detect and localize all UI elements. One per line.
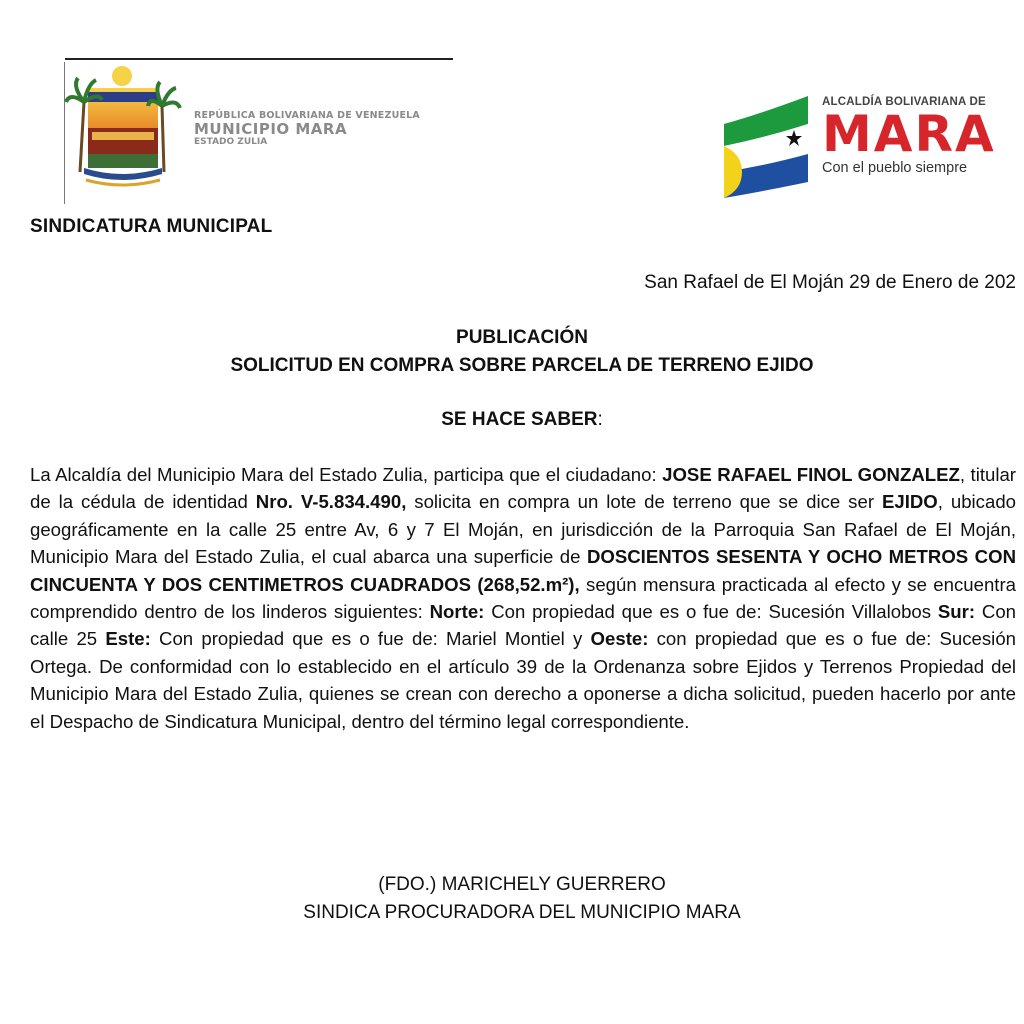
header-rule — [65, 58, 453, 60]
id-number: Nro. V-5.834.490, — [255, 491, 407, 513]
republic-label: REPÚBLICA BOLIVARIANA DE VENEZUELA — [194, 110, 420, 121]
mara-slogan: Con el pueblo siempre — [822, 160, 968, 176]
citizen-name: JOSE RAFAEL FINOL GONZALEZ — [662, 464, 960, 485]
body-segment: Con calle 25 — [30, 601, 1016, 650]
body-segment: Con propiedad que es o fue de: Sucesión Villalobos — [484, 601, 938, 623]
mara-name: MARA — [822, 105, 996, 163]
land-type: EJIDO — [881, 491, 938, 513]
boundary-south-label: Sur: — [937, 601, 976, 623]
municipal-seal-icon — [64, 62, 182, 197]
date-line: San Rafael de El Moján 29 de Enero de 202 — [644, 272, 1016, 293]
mara-flag-icon — [720, 94, 812, 200]
body-segment: solicita en compra un lote de terreno que se dice ser — [406, 491, 882, 513]
boundary-east-label: Este: — [105, 628, 151, 650]
boundary-north-label: Norte: — [429, 601, 485, 623]
state-label: ESTADO ZULIA — [194, 137, 268, 147]
signature-title: SINDICA PROCURADORA DEL MUNICIPIO MARA — [303, 902, 741, 923]
title-publicacion: PUBLICACIÓN — [456, 327, 588, 348]
office-name: SINDICATURA MUNICIPAL — [30, 216, 273, 237]
se-hace-saber-colon: : — [597, 409, 603, 430]
boundary-west-label: Oeste: — [590, 628, 649, 650]
municipality-wordmark — [194, 110, 424, 147]
body-paragraph — [30, 461, 1016, 735]
se-hace-saber-text: SE HACE SABER — [441, 409, 598, 430]
body-segment: La Alcaldía del Municipio Mara del Estado Zulia, participa que el ciudadano: — [30, 464, 663, 485]
mara-wordmark — [822, 96, 1012, 176]
signature-name: (FDO.) MARICHELY GUERRERO — [378, 874, 666, 895]
title-solicitud: SOLICITUD EN COMPRA SOBRE PARCELA DE TERRENO EJIDO — [230, 355, 814, 376]
land-area: DOSCIENTOS SESENTA Y OCHO METROS CON CINCUENTA Y DOS CENTIMETROS CUADRADOS (268,52.m²), — [30, 546, 1016, 595]
municipality-name: MUNICIPIO MARA — [194, 120, 348, 138]
body-segment: Con propiedad que es o fue de: Mariel Montiel y — [150, 628, 591, 650]
body-segment: según mensura practicada al efecto y se encuentra comprendido dentro de los linderos siguientes: — [30, 573, 1016, 623]
body-segment: , ubicado geográficamente en la calle 25 entre Av, 6 y 7 El Moján, en jurisdicción de la Parroquia San Rafael de El Moján, Municipio Mara del Estado Zulia, el cual abarca una superficie de — [30, 491, 1016, 568]
alcaldia-label: ALCALDÍA BOLIVARIANA DE — [822, 96, 986, 108]
body-segment: , titular de la cédula de identidad — [30, 464, 1016, 513]
body-segment: con propiedad que es o fue de: Sucesión Ortega. De conformidad con lo establecido en el artículo 39 de la Ordenanza sobre Ejidos y Terrenos Propiedad del Municipio Mara del Estado Zulia, quienes se crean con derecho a oponerse a dicha solicitud, pueden hacerlo por ante el Despacho de Sindicatura Municipal, dentro del término legal correspondiente. — [30, 628, 1016, 732]
title-se-hace-saber — [0, 409, 1024, 431]
